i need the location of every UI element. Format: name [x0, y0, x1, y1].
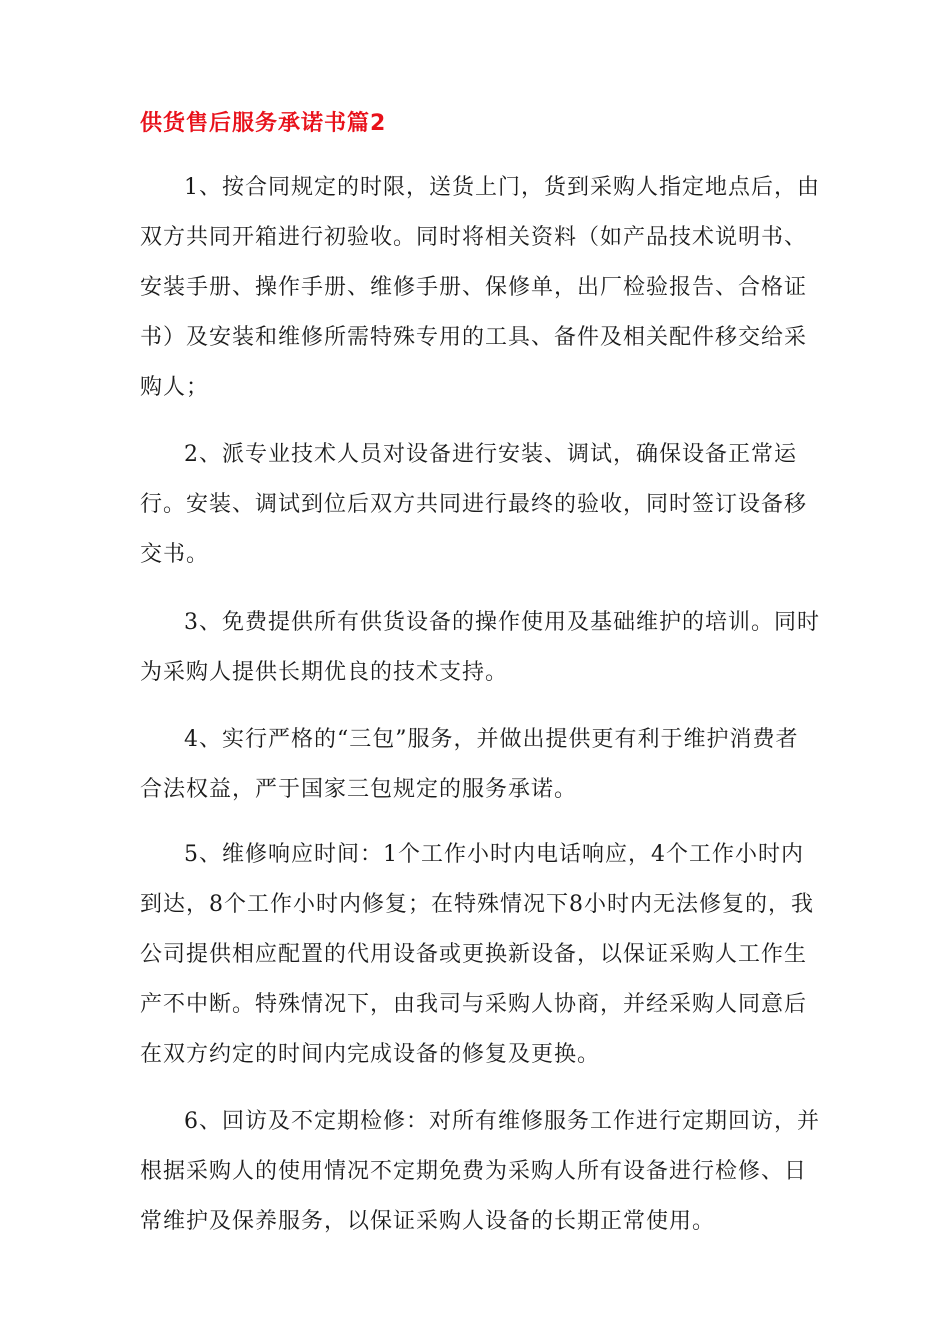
document-title: 供货售后服务承诺书篇2 [140, 111, 387, 136]
paragraph-5: 5、维修响应时间：1个工作小时内电话响应，4个工作小时内到达，8个工作小时内修复；在特殊情况下8小时内无法修复的，我公司提供相应配置的代用设备或更换新设备，以保证采购人工作生产不中断。特殊情况下，由我司与采购人协商，并经采购人同意后在双方约定的时间内完成设备的修复及更换。 [140, 842, 814, 1067]
paragraph-4: 4、实行严格的“三包”服务，并做出提供更有利于维护消费者合法权益，严于国家三包规定的服务承诺。 [140, 727, 799, 802]
paragraph-3: 3、免费提供所有供货设备的操作使用及基础维护的培训。同时为采购人提供长期优良的技术支持。 [140, 610, 820, 685]
paragraph-2: 2、派专业技术人员对设备进行安装、调试，确保设备正常运行。安装、调试到位后双方共同进行最终的验收，同时签订设备移交书。 [140, 442, 808, 567]
paragraph-6: 6、回访及不定期检修：对所有维修服务工作进行定期回访，并根据采购人的使用情况不定期免费为采购人所有设备进行检修、日常维护及保养服务，以保证采购人设备的长期正常使用。 [140, 1109, 820, 1234]
paragraph-1: 1、按合同规定的时限，送货上门，货到采购人指定地点后，由双方共同开箱进行初验收。同时将相关资料（如产品技术说明书、安装手册、操作手册、维修手册、保修单，出厂检验报告、合格证书）及安装和维修所需特殊专用的工具、备件及相关配件移交给采购人； [140, 175, 820, 400]
